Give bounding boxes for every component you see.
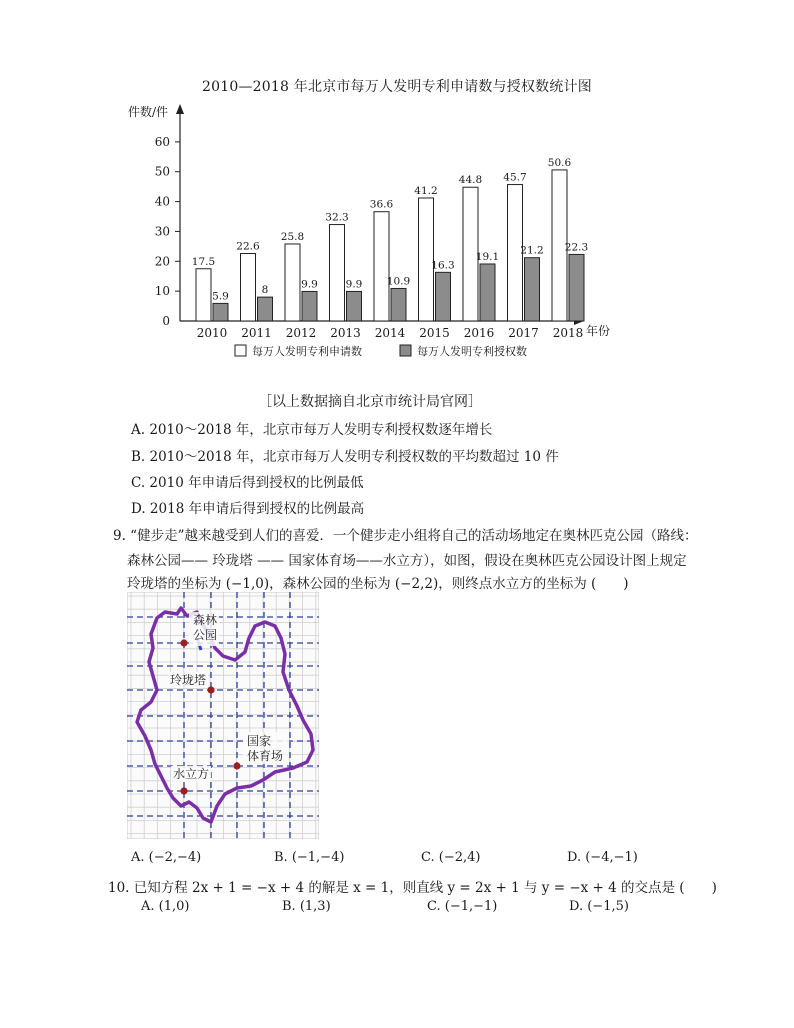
bar-applications xyxy=(196,269,211,321)
q9-stem-line-1: 9. “健步走”越来越受到人们的喜爱．一个健步走小组将自己的活动场地定在奥林匹克公园（路线： xyxy=(113,528,698,544)
chart-legend xyxy=(235,344,527,358)
bar-grants xyxy=(436,272,451,321)
olympic-park-map xyxy=(127,592,319,839)
q9-stem-line-2: 森林公园—— 玲珑塔 —— 国家体育场——水立方），如图，假设在奥林匹克公园设计图上规定 xyxy=(127,553,687,569)
q8-option-a: A. 2010～2018 年，北京市每万人发明专利授权数逐年增长 xyxy=(131,422,493,438)
bar-label-grants: 16.3 xyxy=(431,259,455,272)
q9-choice-c: C. (−2,4) xyxy=(421,850,481,865)
bar-label-grants: 22.3 xyxy=(564,241,589,254)
bar-label-applications: 44.8 xyxy=(458,174,483,187)
y-tick-label: 40 xyxy=(154,194,170,209)
bar-grants xyxy=(480,264,495,321)
chart-bars xyxy=(192,157,588,321)
bar-chart xyxy=(120,98,620,363)
label-tower: 玲珑塔 xyxy=(170,673,207,687)
water-cube-point xyxy=(180,787,187,794)
bar-label-applications: 36.6 xyxy=(369,198,394,211)
q8-option-d: D. 2018 年申请后得到授权的比例最高 xyxy=(131,501,365,517)
y-tick-label: 60 xyxy=(154,134,170,149)
bar-grants xyxy=(569,254,584,321)
label-stadium-1: 国家 xyxy=(247,734,272,748)
y-tick-label: 10 xyxy=(154,284,170,299)
bar-label-applications: 22.6 xyxy=(236,240,260,253)
bar-label-applications: 45.7 xyxy=(503,171,527,184)
x-axis-title: 年份 xyxy=(586,324,611,338)
q9-choice-d: D. (−4,−1) xyxy=(567,850,638,865)
y-tick-label: 0 xyxy=(162,314,170,328)
bar-label-applications: 17.5 xyxy=(191,255,216,268)
bar-label-grants: 5.9 xyxy=(212,290,229,303)
bar-label-grants: 10.9 xyxy=(386,275,411,288)
label-water-cube: 水立方 xyxy=(173,767,210,781)
bar-applications xyxy=(374,212,389,321)
chart-title: 2010—2018 年北京市每万人发明专利申请数与授权数统计图 xyxy=(202,79,592,95)
q8-option-b: B. 2010～2018 年，北京市每万人发明专利授权数的平均数超过 10 件 xyxy=(131,449,559,465)
legend-swatch-applications xyxy=(235,345,246,356)
x-tick-label: 2013 xyxy=(330,326,361,340)
bar-grants xyxy=(258,297,273,321)
label-forest-2: 公园 xyxy=(193,628,218,642)
bar-label-applications: 25.8 xyxy=(280,230,305,243)
bar-grants xyxy=(302,291,317,321)
q9-stem-line-3: 玲珑塔的坐标为 (−1,0)，森林公园的坐标为 (−2,2)，则终点水立方的坐标为 ( ) xyxy=(127,576,629,592)
legend-label-applications: 每万人发明专利申请数 xyxy=(252,345,362,358)
bar-grants xyxy=(213,303,228,321)
bar-label-applications: 32.3 xyxy=(325,211,349,224)
x-tick-label: 2017 xyxy=(508,326,539,340)
bar-label-grants: 21.2 xyxy=(520,244,544,257)
bar-label-grants: 9.9 xyxy=(345,278,363,291)
y-tick-label: 50 xyxy=(154,164,170,179)
label-stadium-2: 体育场 xyxy=(247,749,284,763)
x-tick-label: 2010 xyxy=(196,326,228,340)
legend-swatch-grants xyxy=(400,345,411,356)
q10-choice-b: B. (1,3) xyxy=(282,899,331,914)
y-tick-label: 30 xyxy=(154,224,170,239)
y-axis-arrow xyxy=(176,104,184,114)
label-forest-1: 森林 xyxy=(193,613,218,627)
bar-grants xyxy=(525,258,540,321)
bar-applications xyxy=(330,225,345,321)
bar-label-applications: 41.2 xyxy=(414,184,438,197)
tower-point xyxy=(207,686,214,693)
x-tick-label: 2014 xyxy=(374,326,406,340)
x-tick-label: 2015 xyxy=(419,326,450,340)
x-tick-label: 2011 xyxy=(241,326,272,340)
bar-applications xyxy=(285,244,300,321)
q10-choice-d: D. (−1,5) xyxy=(569,899,629,914)
legend-label-grants: 每万人发明专利授权数 xyxy=(417,345,527,358)
y-tick-label: 20 xyxy=(154,254,170,269)
bar-label-grants: 9.9 xyxy=(301,278,318,291)
bar-applications xyxy=(241,254,256,321)
bar-grants xyxy=(391,288,406,321)
x-tick-label: 2018 xyxy=(552,326,584,340)
bar-grants xyxy=(347,291,362,321)
q10-stem: 10. 已知方程 2x + 1 = −x + 4 的解是 x = 1，则直线 y = 2x + 1 与 y = −x + 4 的交点是 ( ) xyxy=(108,880,717,896)
bar-label-grants: 8 xyxy=(261,284,269,297)
x-tick-label: 2012 xyxy=(285,326,317,340)
source-note: ［以上数据摘自北京市统计局官网］ xyxy=(258,394,482,410)
stadium-point xyxy=(233,762,240,769)
q10-choice-c: C. (−1,−1) xyxy=(427,899,498,914)
q10-choice-a: A. (1,0) xyxy=(141,899,190,914)
q8-option-c: C. 2010 年申请后得到授权的比例最低 xyxy=(131,475,364,491)
bar-label-grants: 19.1 xyxy=(475,250,500,263)
forest-park-point xyxy=(180,639,187,646)
q9-choice-b: B. (−1,−4) xyxy=(274,850,345,865)
bar-label-applications: 50.6 xyxy=(547,156,572,169)
y-axis-title: 件数/件 xyxy=(128,105,169,119)
x-tick-label: 2016 xyxy=(463,326,495,340)
q9-choice-a: A. (−2,−4) xyxy=(131,850,202,865)
